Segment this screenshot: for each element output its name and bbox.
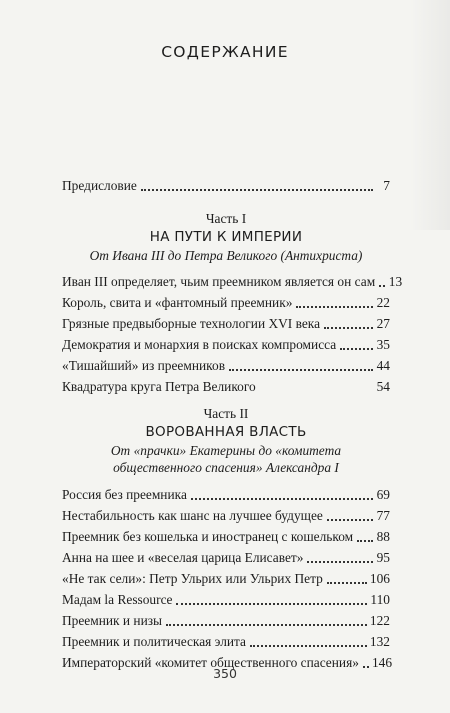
part-subtitle-line-1: От «прачки» Екатерины до «комитета — [110, 443, 342, 458]
dot-leader — [327, 582, 367, 584]
toc-entry[interactable] — [62, 313, 390, 333]
dot-leader — [141, 189, 373, 191]
part-title: ВОРОВАННАЯ ВЛАСТЬ — [145, 424, 307, 440]
toc-entry[interactable] — [62, 631, 390, 651]
toc-entry-title: «Не так сели»: Петр Ульрих или Ульрих Петр — [62, 571, 323, 586]
toc-entry-title: Мадам la Ressource — [62, 592, 173, 607]
toc-entry-title: Демократия и монархия в поисках компромисса — [62, 337, 337, 352]
dot-leader — [379, 285, 385, 287]
dot-leader — [340, 348, 373, 350]
toc-entry[interactable] — [62, 292, 390, 312]
toc-entry-page: 106 — [369, 571, 390, 586]
dot-leader — [296, 306, 373, 308]
part-title: НА ПУТИ К ИМПЕРИИ — [149, 229, 303, 245]
toc-entry-page: 146 — [371, 655, 393, 670]
dot-leader — [357, 540, 373, 542]
toc-entry-title: Нестабильность как шанс на лучшее будущее — [62, 508, 323, 523]
toc-entry-preface[interactable] — [62, 175, 390, 195]
toc-entry-page: 7 — [383, 178, 390, 193]
toc-entry[interactable] — [62, 334, 390, 354]
toc-entry-title: Анна на шее и «веселая царица Елисавет» — [62, 550, 304, 565]
page-number: 350 — [213, 666, 237, 681]
toc-entry-page: 122 — [369, 613, 390, 628]
toc-entry[interactable] — [62, 547, 390, 567]
toc-entry-page: 88 — [376, 529, 390, 544]
toc-entry-page: 95 — [376, 550, 390, 565]
toc-entry[interactable] — [62, 610, 390, 630]
toc-entry-page: 22 — [376, 295, 390, 310]
part-subtitle-line-2: общественного спасения» Александра I — [113, 460, 339, 475]
part-label: Часть I — [205, 211, 247, 226]
part-subtitle: От Ивана III до Петра Великого (Антихриста) — [89, 248, 363, 263]
dot-leader — [327, 519, 373, 521]
toc-entry-page: 110 — [370, 592, 390, 607]
toc-entry[interactable] — [62, 589, 390, 609]
toc-entry[interactable] — [62, 355, 390, 375]
part-label: Часть II — [203, 406, 249, 421]
toc-entry[interactable] — [62, 568, 390, 588]
toc-entry[interactable] — [62, 505, 390, 525]
page-title: СОДЕРЖАНИЕ — [161, 43, 289, 61]
dot-leader — [250, 645, 367, 647]
toc-entry-title: Россия без преемника — [62, 487, 187, 502]
toc-entry-title: Грязные предвыборные технологии XVI века — [62, 316, 321, 331]
facing-page-bleed — [410, 0, 450, 230]
dot-leader — [166, 624, 367, 626]
dot-leader — [229, 369, 373, 371]
dot-leader — [176, 603, 367, 605]
toc-entry-page: 13 — [388, 274, 403, 289]
toc-entry[interactable] — [62, 484, 390, 504]
toc-entry-title: Преемник без кошелька и иностранец с кошельком — [62, 529, 354, 544]
toc-entry-page: 44 — [376, 358, 390, 373]
toc-entry-title: Преемник и политическая элита — [62, 634, 246, 649]
toc-entry-title: Императорский «комитет общественного спасения» — [62, 655, 359, 670]
toc-entry-title: Король, свита и «фантомный преемник» — [62, 295, 293, 310]
toc-entry-page: 77 — [376, 508, 390, 523]
toc-entry-title: Иван III определяет, чьим преемником является он сам — [62, 274, 376, 289]
toc-entry-title: Предисловие — [62, 178, 137, 193]
toc-entry-page: 35 — [376, 337, 390, 352]
toc-entry[interactable] — [62, 376, 390, 396]
toc-entry-page: 132 — [369, 634, 390, 649]
toc-entry-title: Преемник и низы — [62, 613, 163, 628]
toc-entry-page: 27 — [376, 316, 390, 331]
toc-entry[interactable] — [62, 526, 390, 546]
dot-leader — [307, 561, 373, 563]
toc-entry-page: 54 — [376, 379, 390, 394]
toc-entry[interactable] — [62, 271, 403, 291]
toc-entry-page: 69 — [376, 487, 390, 502]
toc-entry-title: «Тишайший» из преемников — [62, 358, 226, 373]
dot-leader — [324, 327, 373, 329]
dot-leader — [191, 498, 373, 500]
toc-entry-title: Квадратура круга Петра Великого — [62, 379, 256, 394]
